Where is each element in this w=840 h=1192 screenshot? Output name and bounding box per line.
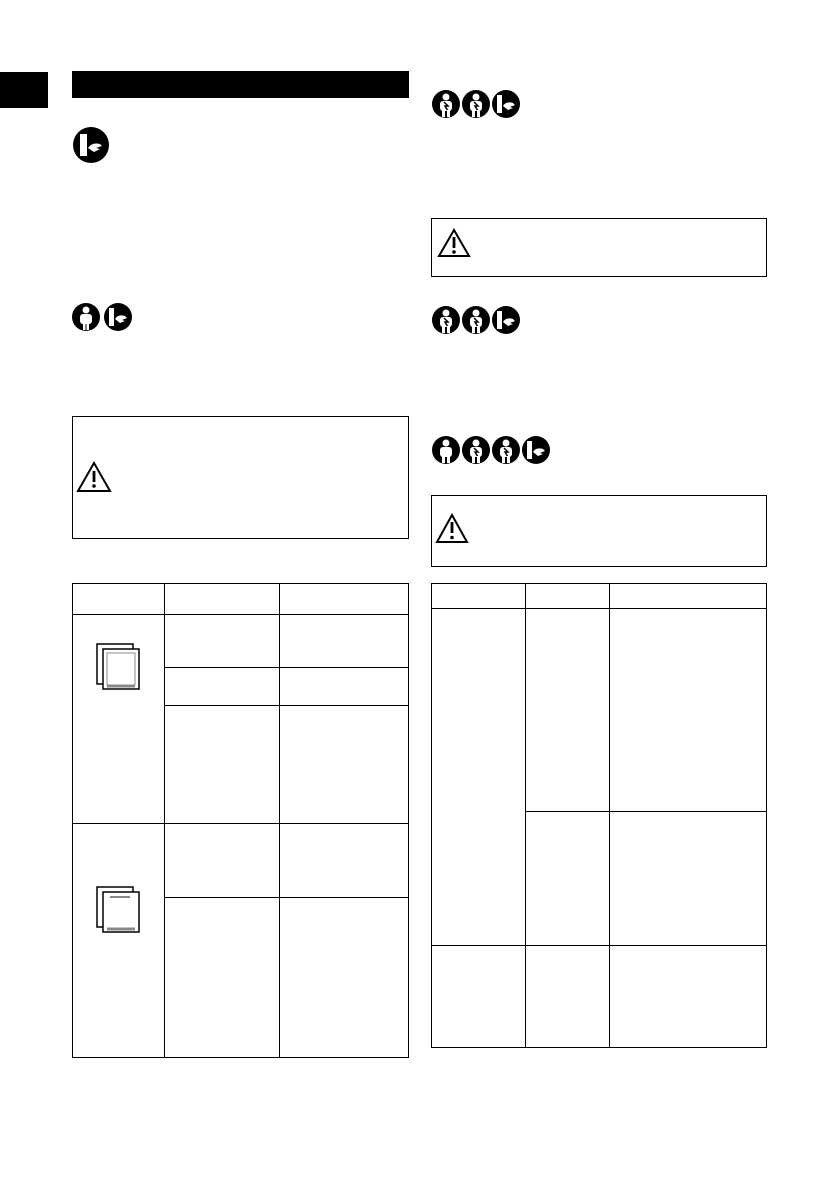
document-stack-icon (96, 643, 142, 691)
right-table (431, 583, 767, 1048)
table-row-divider (164, 705, 409, 706)
table-row-divider (72, 614, 409, 615)
warning-box (72, 416, 409, 539)
table-row-divider (164, 667, 409, 668)
operator-electrician-icon-group (431, 434, 553, 466)
table-row-divider (525, 811, 767, 812)
warning-triangle-icon (437, 228, 471, 258)
table-col-divider (525, 583, 526, 1048)
table-col-divider (164, 583, 165, 1058)
electrician-icon-group (431, 88, 523, 120)
warning-triangle-icon (435, 513, 469, 545)
warning-box (431, 495, 767, 567)
electrician-icon-group (431, 304, 523, 336)
warning-triangle-icon (76, 461, 112, 493)
document-stack-icon (96, 886, 142, 934)
table-col-divider (279, 583, 280, 1058)
table-row-divider (164, 897, 409, 898)
section-heading-bar (72, 71, 409, 98)
service-hand-icon (72, 126, 110, 164)
table-col-divider (609, 583, 610, 1048)
operator-icon (72, 302, 100, 332)
table-row-divider (431, 945, 767, 946)
warning-box (431, 218, 767, 277)
table-row-divider (431, 608, 767, 609)
language-tab (0, 72, 48, 108)
electrician-icon (432, 90, 460, 118)
table-row-divider (72, 823, 409, 824)
service-hand-icon (103, 302, 133, 332)
